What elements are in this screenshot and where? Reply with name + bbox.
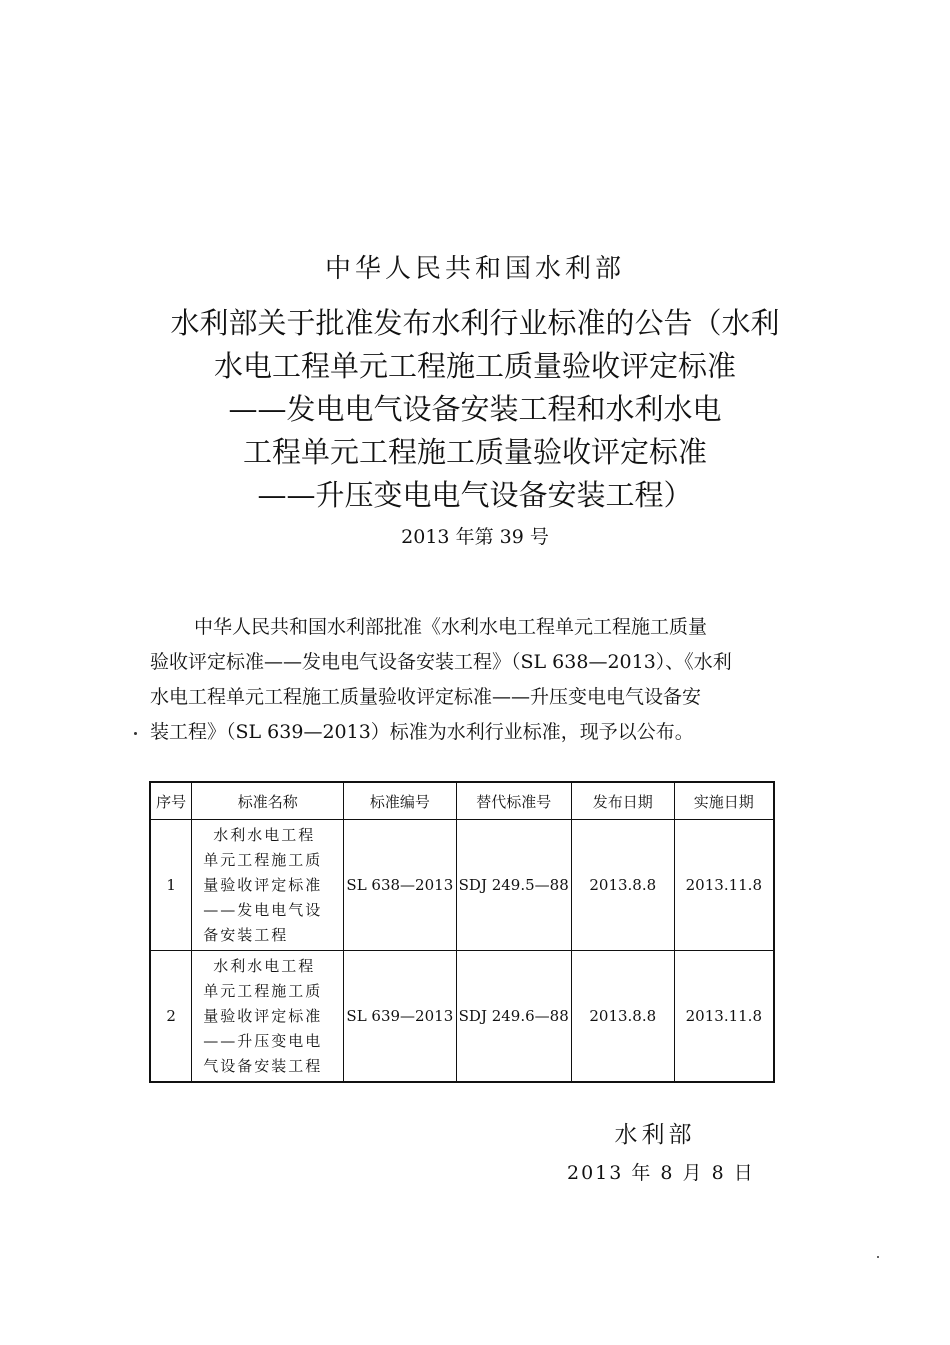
standards-table: [149, 781, 775, 1083]
row-no: 1: [150, 820, 192, 951]
body-line: 水电工程单元工程施工质量验收评定标准——升压变电电气设备安: [150, 686, 702, 708]
scan-speck: [134, 732, 137, 735]
row-issue-date: 2013.8.8: [571, 820, 674, 951]
col-header-effective-date: 实施日期: [674, 782, 774, 820]
name-line: 单元工程施工质: [203, 982, 323, 1000]
name-line: 备安装工程: [203, 926, 289, 944]
announcement-title: [130, 302, 820, 517]
col-header-replaces: 替代标准号: [456, 782, 571, 820]
body-line: 中华人民共和国水利部批准《水利水电工程单元工程施工质量: [194, 616, 708, 638]
signature-date: 2013 年 8 月 8 日: [567, 1162, 755, 1184]
announcement-body: [150, 610, 790, 750]
row-standard-name: [192, 951, 344, 1083]
ministry-header: 中华人民共和国水利部: [324, 254, 625, 284]
row-replaced-standard: SDJ 249.5—88: [456, 820, 571, 951]
name-line: 量验收评定标准: [203, 876, 323, 894]
title-line: 工程单元工程施工质量验收评定标准: [242, 435, 707, 469]
name-line: 量验收评定标准: [203, 1007, 323, 1025]
scan-speck: [877, 1256, 879, 1258]
row-effective-date: 2013.11.8: [674, 951, 774, 1083]
title-line: 水利部关于批准发布水利行业标准的公告（水利: [170, 306, 780, 340]
row-standard-name: [192, 820, 344, 951]
name-line: 水利水电工程: [213, 826, 316, 844]
name-line: ——发电电气设: [203, 901, 323, 919]
row-standard-code: SL 639—2013: [344, 951, 456, 1083]
row-effective-date: 2013.11.8: [674, 820, 774, 951]
col-header-issue-date: 发布日期: [571, 782, 674, 820]
name-line: ——升压变电电: [203, 1032, 323, 1050]
col-header-name: 标准名称: [192, 782, 344, 820]
table-row: [150, 820, 774, 951]
name-line: 水利水电工程: [213, 957, 316, 975]
body-line: 验收评定标准——发电电气设备安装工程》（SL 638—2013）、《水利: [150, 651, 732, 673]
signature-organization: 水利部: [614, 1122, 696, 1148]
title-line: 水电工程单元工程施工质量验收评定标准: [213, 349, 736, 383]
row-issue-date: 2013.8.8: [571, 951, 674, 1083]
body-line: 装工程》（SL 639—2013）标准为水利行业标准，现予以公布。: [150, 721, 694, 743]
row-replaced-standard: SDJ 249.6—88: [456, 951, 571, 1083]
col-header-no: 序号: [150, 782, 192, 820]
row-standard-code: SL 638—2013: [344, 820, 456, 951]
table-row: [150, 951, 774, 1083]
col-header-code: 标准编号: [344, 782, 456, 820]
document-number: 2013 年第 39 号: [401, 526, 549, 548]
table-header-row: [150, 782, 774, 820]
title-line: ——升压变电电气设备安装工程）: [257, 478, 693, 512]
name-line: 单元工程施工质: [203, 851, 323, 869]
row-no: 2: [150, 951, 192, 1083]
title-line: ——发电电气设备安装工程和水利水电: [228, 392, 722, 426]
name-line: 气设备安装工程: [203, 1057, 323, 1075]
